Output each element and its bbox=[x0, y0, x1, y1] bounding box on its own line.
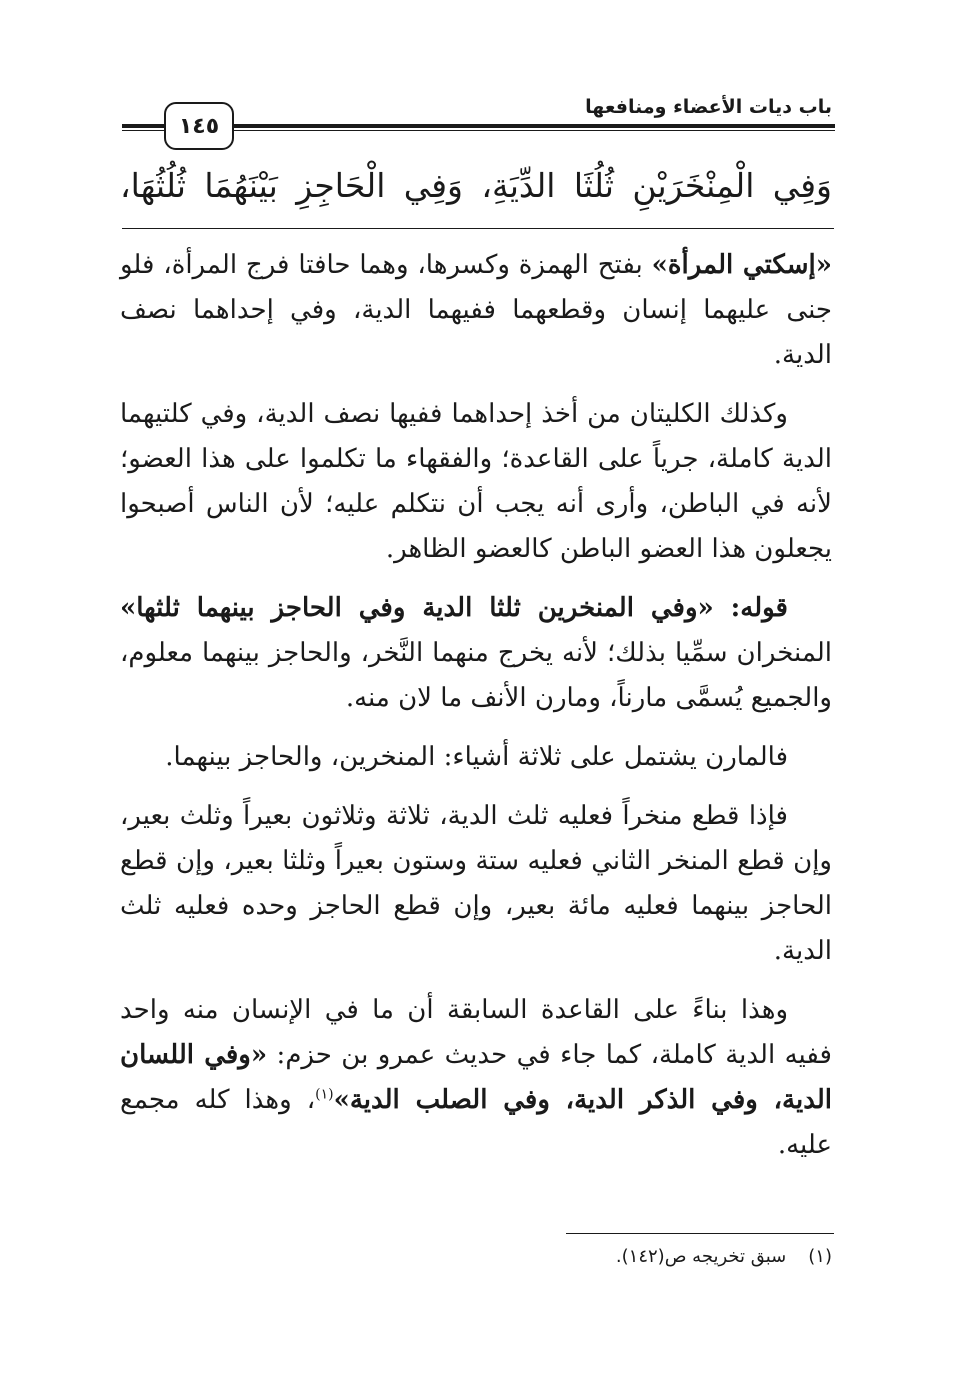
matn-text: وَفِي الْمِنْخَرَيْنِ ثُلُثَا الدِّيَةِ، وَفِي الْحَاجِزِ بَيْنَهُمَا ثُلُثُهَا، bbox=[120, 166, 832, 205]
paragraph-text: المنخران سمِّيا بذلك؛ لأنه يخرج منهما النَّخر، والحاجز بينهما معلوم، والجميع يُسمَّى مارناً، ومارن الأنف ما لان منه. bbox=[120, 638, 832, 713]
paragraph: فالمارن يشتمل على ثلاثة أشياء: المنخرين، والحاجز بينهما. bbox=[165, 742, 788, 772]
bold-quote: قوله: «وفي المنخرين ثلثا الدية وفي الحاجز بينهما ثلثها» bbox=[120, 593, 788, 623]
matn-divider bbox=[122, 228, 834, 229]
paragraph: وكذلك الكليتان من أخذ إحداهما ففيها نصف الدية، وفي كلتيهما الدية كاملة، جرياً على القاعدة؛ والفقهاء ما تكلموا على هذا العضو؛ لأنه في الباطن، وأرى أنه يجب أن نتكلم عليه؛ لأن الناس أصبحوا يجعلون هذا العضو الباطن كالعضو الظاهر. bbox=[120, 399, 833, 564]
footnote-ref[interactable]: (١) bbox=[315, 1086, 334, 1103]
header-rule bbox=[232, 124, 835, 128]
commentary-body bbox=[120, 243, 832, 1182]
bold-term: «إسكتي المرأة» bbox=[651, 250, 832, 280]
running-title: باب ديات الأعضاء ومنافعها bbox=[585, 96, 832, 118]
paragraph-text: وهذا بناءً على القاعدة السابقة أن ما في الإنسان منه واحد ففيه الدية كاملة، كما جاء في حديث عمرو بن حزم: bbox=[120, 995, 832, 1070]
paragraph bbox=[120, 586, 832, 721]
footnote-text: سبق تخريجه ص(١٤٢). bbox=[615, 1246, 787, 1267]
paragraph bbox=[120, 243, 832, 378]
paragraph-text: بفتح الهمزة وكسرها، وهما حافتا فرج المرأة، فلو جنى عليهما إنسان وقطعهما ففيهما الدية، وفي إحداهما نصف الدية. bbox=[120, 250, 832, 370]
bold-hadith: «وفي اللسان الدية، وفي الذكر الدية، وفي الصلب الدية» bbox=[120, 1040, 832, 1115]
footnote-number: (١) bbox=[808, 1246, 832, 1267]
header-rule-left bbox=[122, 124, 164, 128]
page-number: ١٤٥ bbox=[164, 102, 234, 150]
paragraph: فإذا قطع منخراً فعليه ثلث الدية، ثلاثة وثلاثون بعيراً وثلث بعير، وإن قطع المنخر الثاني فعليه ستة وستون بعيراً وثلثا بعير، وإن قطع الحاجز بينهما فعليه مائة بعير، وإن قطع الحاجز وحده فعليه ثلث الدية. bbox=[120, 801, 832, 966]
paragraph-text: ، وهذا كله مجمع عليه. bbox=[120, 1085, 832, 1160]
footnote-divider bbox=[566, 1233, 834, 1234]
paragraph bbox=[120, 988, 832, 1168]
footnote bbox=[616, 1246, 832, 1267]
